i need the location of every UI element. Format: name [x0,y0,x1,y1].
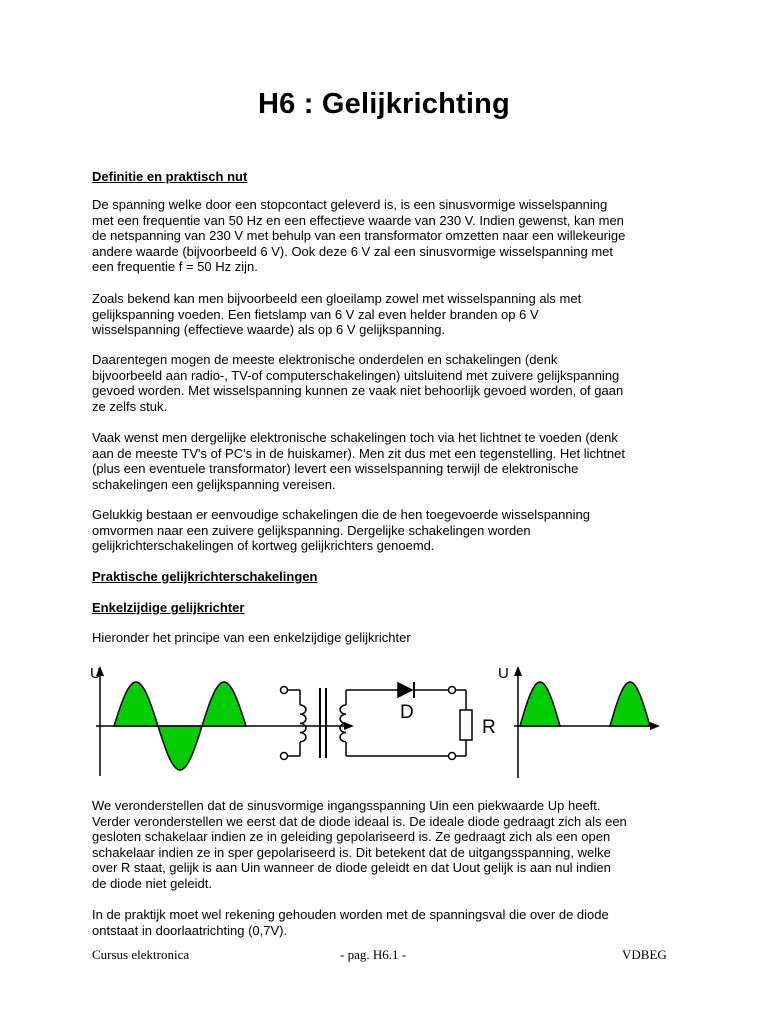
input-terminal-top [281,687,288,694]
section-heading-definitie: Definitie en praktisch nut [92,169,248,184]
paragraph-6: We veronderstellen dat de sinusvormige ingangsspanning Uin een piekwaarde Up heeft. Verder veronderstellen we eerst dat de diode ideaal is. De ideale diode gedraagt zich als een gesloten schakelaar indien ze in geleiding gepolariseerd is. Ze gedraagt zich als een open schakelaar indien ze in sper gepolariseerd is. Dit betekent dat de uitgangsspanning, welke over R staat, gelijk is aan Uin wanneer de diode geleidt en dat Uout gelijk is aan nul indien de diode niet geleidt. [92,798,627,891]
section-heading-praktische: Praktische gelijkrichterschakelingen [92,569,318,584]
output-waveform [498,665,660,778]
output-half-wave-2 [610,682,650,726]
resistor-symbol [460,710,472,740]
paragraph-1: De spanning welke door een stopcontact geleverd is, is een sinusvormige wisselspanning met een frequentie van 50 Hz en een effectieve waarde van 230 V. Indien gewenst, kan men de netspanning van 230 V met behulp van een transformator omzetten naar een willekeurige andere waarde (bijvoorbeeld 6 V). Ook deze 6 V zal een sinusvormige wisselspanning met een frequentie f = 50 Hz zijn. [92,197,626,274]
paragraph-3: Daarentegen mogen de meeste elektronische onderdelen en schakelingen (denk bijvoorbeeld aan radio-, TV-of computerschakelingen) uitsluitend met zuivere gelijkspanning gevoed worden. Met wisselspanning kunnen ze vaak niet behoorlijk gevoed worden, of gaan ze zelfs stuk. [92,352,624,414]
page-title: H6 : Gelijkrichting [258,88,510,120]
diagram-intro: Hieronder het principe van een enkelzijdige gelijkrichter [92,630,411,645]
output-half-wave-1 [520,682,560,726]
input-terminal-bottom [281,753,288,760]
paragraph-2: Zoals bekend kan men bijvoorbeeld een gloeilamp zowel met wisselspanning als met gelijkspanning voeden. Een fietslamp van 6 V zal even helder branden op 6 V wisselspanning (effectieve waarde) als op 6 V gelijkspanning. [92,291,582,337]
input-positive-half-wave-1 [114,682,158,726]
output-terminal-top [449,687,456,694]
footer-page-number: - pag. H6.1 - [340,947,407,962]
resistor-label: R [482,717,496,738]
rectifier-circuit [281,682,473,760]
footer-right: VDBEG [622,947,667,962]
output-axis-label: U [498,665,509,682]
input-axis-label: U [90,665,101,682]
paragraph-7: In de praktijk moet wel rekening gehouden worden met de spanningsval die over de diode ontstaat in doorlaatrichting (0,7V). [92,907,609,938]
primary-coil [300,705,306,742]
output-terminal-bottom [449,753,456,760]
rectifier-diagram [86,660,686,785]
input-waveform [90,665,354,776]
diode-symbol [398,683,412,697]
diode-label: D [400,702,414,723]
footer-left: Cursus elektronica [92,947,190,962]
paragraph-4: Vaak wenst men dergelijke elektronische schakelingen toch via het lichtnet te voeden (denk aan de meeste TV's of PC's in de huiskamer). Men zit dus met een tegenstelling. Het lichtnet (plus een eventuele transformator) levert een wisselspanning terwijl de elektronische schakelingen een gelijkspanning vereisen. [92,430,625,492]
secondary-coil [340,705,346,742]
input-negative-half-wave [158,726,202,770]
subheading-enkelzijdige: Enkelzijdige gelijkrichter [92,600,245,615]
input-positive-half-wave-2 [202,682,246,726]
paragraph-5: Gelukkig bestaan er eenvoudige schakelingen die de hen toegevoerde wisselspanning omvormen naar een zuivere gelijkspanning. Dergelijke schakelingen worden gelijkrichterschakelingen of kortweg gelijkrichters genoemd. [92,507,590,553]
